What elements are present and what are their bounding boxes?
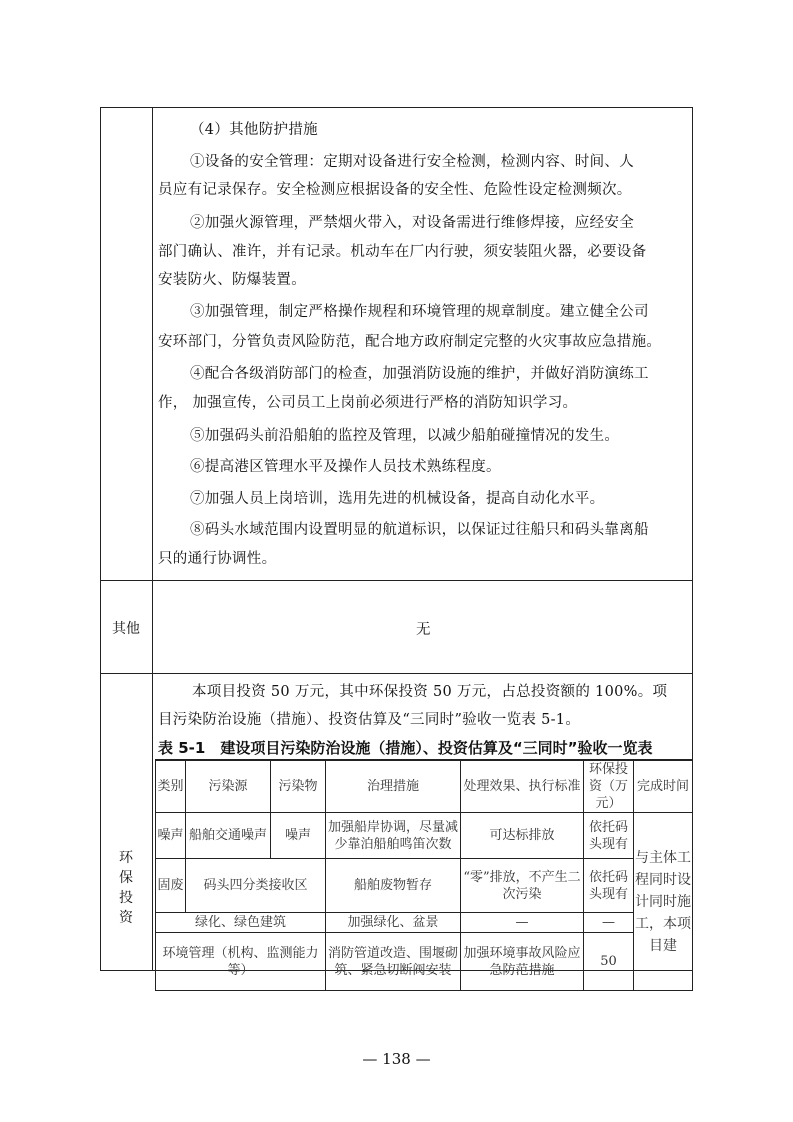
measure-line: ①设备的安全管理：定期对设备进行安全检测，检测内容、时间、人 [190,154,634,170]
cell: 依托码头现有 [584,859,634,913]
measure-line: 作， 加强宣传，公司员工上岗前必须进行严格的消防知识学习。 [158,395,578,411]
cell: 噪声 [271,813,326,859]
invest-line: 本项目投资 50 万元，其中环保投资 50 万元，占总投资额的 100%。项 [192,684,668,700]
table-row [156,859,693,913]
cell: 固废 [156,859,186,913]
cell: 加强环境事故风险应急防范措施 [461,933,584,991]
header-cell: 环保投资（万元） [584,760,634,813]
row-divider [100,580,693,581]
header-cell: 治理措施 [326,760,461,813]
measure-line: ⑥提高港区管理水平及操作人员技术熟练程度。 [190,459,501,475]
measure-line: ③加强管理，制定严格操作规程和环境管理的规章制度。建立健全公司 [190,304,649,320]
section-heading: （4）其他防护措施 [190,122,318,138]
investment-table [155,759,693,991]
measure-line: 安装防火、防爆装置。 [158,272,306,288]
invest-label: 环保投资 [119,850,133,926]
table-title: 表 5-1 建设项目污染防治设施（措施）、投资估算及“三同时”验收一览表 [158,739,653,757]
table-row [156,813,693,859]
measure-line: ⑤加强码头前沿船舶的监控及管理，以减少船舶碰撞情况的发生。 [190,428,620,444]
cell: “零”排放，不产生二次污染 [461,859,584,913]
measure-line: 部门确认、准许，并有记录。机动车在厂内行驶，须安装阻火器，必要设备 [158,244,647,260]
cell: — [584,913,634,933]
measure-line: ②加强火源管理，严禁烟火带入，对设备需进行维修焊接，应经安全 [190,215,634,231]
measure-line: ④配合各级消防部门的检查，加强消防设施的维护，并做好消防演练工 [190,366,649,382]
cell: 依托码头现有 [584,813,634,859]
other-value: 无 [416,622,431,638]
cell: 噪声 [156,813,186,859]
cell: 加强绿化、盆景 [326,913,461,933]
table-row [156,913,693,933]
cell: 绿化、绿色建筑 [156,913,326,933]
other-label: 其他 [112,621,140,637]
measure-line: ⑦加强人员上岗培训，选用先进的机械设备，提高自动化水平。 [190,491,605,507]
cell: 消防管道改造、围堰砌筑、紧急切断阀安装 [326,933,461,991]
measure-line: 员应有记录保存。安全检测应根据设备的安全性、危险性设定检测频次。 [158,182,632,198]
cell: 加强船岸协调，尽量减少靠泊船舶鸣笛次数 [326,813,461,859]
cell: 船舶废物暂存 [326,859,461,913]
cell: — [461,913,584,933]
completion-cell: 与主体工程同时设计同时施工，本项目建 [634,813,693,991]
cell: 可达标排放 [461,813,584,859]
cell: 50 [584,933,634,991]
row-divider [100,673,693,674]
measure-line: 只的通行协调性。 [158,551,277,567]
column-divider [152,107,153,971]
cell: 码头四分类接收区 [186,859,326,913]
header-cell: 污染物 [271,760,326,813]
invest-line: 目污染防治设施（措施）、投资估算及“三同时”验收一览表 5-1。 [158,712,581,728]
header-cell: 处理效果、执行标准 [461,760,584,813]
table-row [156,933,693,991]
cell: 环境管理（机构、监测能力等） [156,933,326,991]
header-cell: 完成时间 [634,760,693,813]
cell: 船舶交通噪声 [186,813,271,859]
table-header [156,760,693,813]
measure-line: 安环部门，分管负责风险防范，配合地方政府制定完整的火灾事故应急措施。 [158,334,662,350]
page-number: — 138 — [362,1050,431,1068]
measure-line: ⑧码头水域范围内设置明显的航道标识，以保证过往船只和码头靠离船 [190,522,649,538]
header-cell: 污染源 [186,760,271,813]
header-cell: 类别 [156,760,186,813]
